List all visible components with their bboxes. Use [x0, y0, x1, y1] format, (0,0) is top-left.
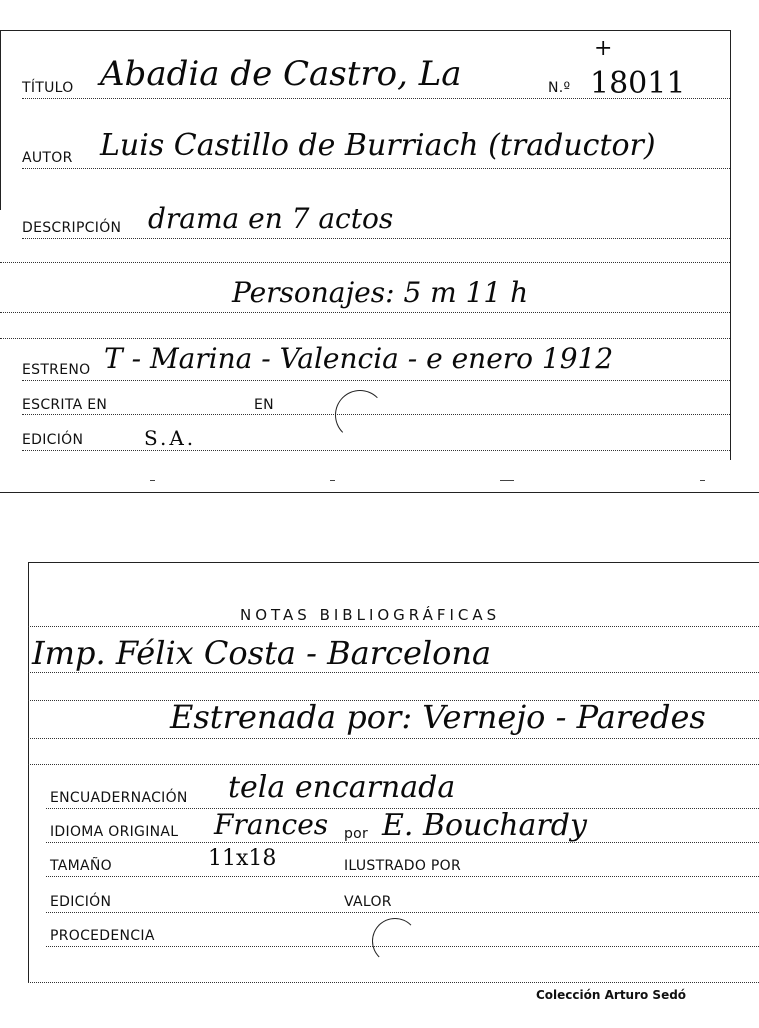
descripcion-value: drama en 7 actos: [148, 202, 394, 235]
procedencia-label: PROCEDENCIA: [50, 928, 155, 944]
idioma-label: IDIOMA ORIGINAL: [50, 824, 179, 840]
numero-value: 18011: [590, 66, 686, 101]
tick-mark: [150, 480, 155, 481]
escrita-en-label: ESCRITA EN: [22, 397, 108, 413]
por-label: por: [344, 826, 369, 842]
descripcion-label: DESCRIPCIÓN: [22, 220, 122, 236]
encuadernacion-value: tela encarnada: [228, 770, 456, 805]
rule-edicion: [22, 450, 730, 451]
autor-label: AUTOR: [22, 150, 73, 166]
titulo-value: Abadia de Castro, La: [100, 54, 462, 94]
tick-mark: [500, 480, 514, 481]
rule-idioma: [46, 842, 759, 843]
estreno-value: T - Marina - Valencia - e enero 1912: [104, 342, 614, 375]
tamano-value: 11x18: [208, 846, 277, 871]
tick-mark: [700, 480, 705, 481]
edicion-label: EDICIÓN: [50, 894, 112, 910]
card-top-edge: [28, 562, 759, 563]
rule-card-end: [28, 982, 759, 983]
rule-tamano: [46, 876, 759, 877]
collection-credit: Colección Arturo Sedó: [536, 988, 687, 1002]
edicion-value: S.A.: [144, 426, 197, 450]
rule-estreno: [22, 380, 730, 381]
card-bottom-edge: [0, 492, 759, 493]
rule-nota-2: [28, 738, 759, 739]
valor-label: VALOR: [344, 894, 392, 910]
en-label: EN: [254, 397, 274, 413]
numero-label: N.º: [548, 80, 571, 96]
nota-imprenta: Imp. Félix Costa - Barcelona: [32, 634, 492, 672]
rule-blank-2: [0, 338, 730, 339]
rule-blank: [0, 262, 730, 263]
rule-edicion: [46, 912, 759, 913]
rule-nota-1: [28, 672, 759, 673]
rule-titulo: [22, 98, 730, 99]
titulo-label: TÍTULO: [22, 80, 74, 96]
personajes-value: Personajes: 5 m 11 h: [232, 276, 529, 309]
idioma-value: Frances: [214, 808, 329, 841]
edicion-label: EDICIÓN: [22, 432, 84, 448]
rule-personajes: [0, 312, 730, 313]
stamp-mark: [335, 390, 385, 440]
rule-autor: [22, 168, 730, 169]
tick-mark: [330, 480, 335, 481]
autor-value: Luis Castillo de Burriach (traductor): [100, 128, 656, 163]
encuadernacion-label: ENCUADERNACIÓN: [50, 790, 188, 806]
tamano-label: TAMAÑO: [50, 858, 112, 874]
rule-heading: [28, 626, 759, 627]
card-left-edge: [28, 562, 29, 982]
catalog-card-bottom: [0, 560, 759, 1028]
rule-descripcion: [22, 238, 730, 239]
card-left-edge: [0, 30, 1, 210]
card-top-edge: [0, 30, 731, 31]
card-right-edge: [730, 30, 731, 460]
nota-estreno: Estrenada por: Vernejo - Paredes: [170, 698, 706, 736]
por-value: E. Bouchardy: [382, 808, 587, 843]
numero-mark: +: [594, 36, 613, 61]
estreno-label: ESTRENO: [22, 362, 91, 378]
notas-heading: NOTAS BIBLIOGRÁFICAS: [240, 606, 501, 624]
ilustrado-label: ILUSTRADO POR: [344, 858, 461, 874]
rule-nota-blank-2: [28, 764, 759, 765]
catalog-card-top: [0, 0, 759, 495]
stamp-mark: [372, 918, 418, 964]
